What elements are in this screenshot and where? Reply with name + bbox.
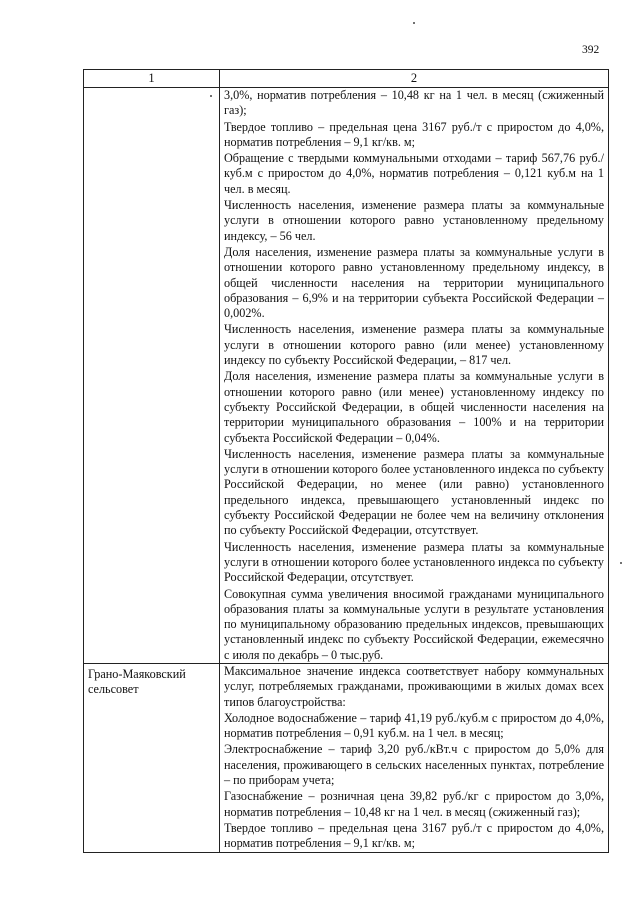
table-row bbox=[84, 88, 609, 664]
document-table bbox=[83, 69, 609, 853]
paragraph: Газоснабжение – розничная цена 39,82 руб./кг с приростом до 3,0%, норматив потребления – 10,48 кг на 1 чел. в месяц (сжиженный газ); bbox=[224, 789, 604, 819]
scan-speck bbox=[620, 562, 622, 564]
page-number: 392 bbox=[582, 44, 600, 56]
paragraph: Твердое топливо – предельная цена 3167 руб./т с приростом до 4,0%, норматив потребления – 9,1 кг/кв. м; bbox=[224, 820, 604, 851]
paragraph: Совокупная сумма увеличения вносимой гражданами муниципального образования платы за коммунальные услуги в результате установления по муниципальному образованию предельных индексов, превышающих установленный индекс по субъекту Российской Федерации, ежемесячно с июля по декабрь – 0 тыс.руб. bbox=[224, 586, 604, 662]
paragraph: Численность населения, изменение размера платы за коммунальные услуги в отношении которого равно (или менее) установленному индексу по субъекту Российской Федерации, – 817 чел. bbox=[224, 322, 604, 368]
column-header-2: 2 bbox=[220, 70, 609, 88]
description-cell bbox=[220, 663, 609, 852]
scan-speck bbox=[413, 22, 415, 24]
paragraph: Электроснабжение – тариф 3,20 руб./кВт.ч с приростом до 5,0% для населения, проживающего в сельских населенных пунктах, потребление – по приборам учета; bbox=[224, 742, 604, 788]
paragraph: Обращение с твердыми коммунальными отходами – тариф 567,76 руб./куб.м с приростом до 4,0%, норматив потребления – 0,121 куб.м на 1 чел. в месяц. bbox=[224, 151, 604, 196]
municipality-name: Грано-Маяковский сельсовет bbox=[84, 663, 220, 852]
paragraph: Доля населения, изменение размера платы за коммунальные услуги в отношении которого равно (или менее) установленному индексу по субъекту Российской Федерации, в общей численности населения на территории муниципального образования – 100% и на территории субъекта Российской Федерации – 0,04%. bbox=[224, 369, 604, 445]
scan-speck bbox=[210, 95, 212, 97]
paragraph: Численность населения, изменение размера платы за коммунальные услуги в отношении которого более установленного индекса по субъекту Российской Федерации, отсутствует. bbox=[224, 539, 604, 585]
paragraph: Численность населения, изменение размера платы за коммунальные услуги в отношении которого равно установленному предельному индексу, – 56 чел. bbox=[224, 198, 604, 243]
paragraph: Численность населения, изменение размера платы за коммунальные услуги в отношении которого более установленного индекса по субъекту Российской Федерации, но менее (или равно) установленного предельного индекса, превышающего установленный индекс по субъекту Российской Федерации не более чем на величину отклонения по субъекту Российской Федерации, отсутствует. bbox=[224, 446, 604, 538]
paragraph: Твердое топливо – предельная цена 3167 руб./т с приростом до 4,0%, норматив потребления – 9,1 кг/кв. м; bbox=[224, 119, 604, 149]
paragraph: Доля населения, изменение размера платы за коммунальные услуги в отношении которого равно установленному предельному индексу, в общей численности населения на территории муниципального образования – 6,9% и на территории субъекта Российской Федерации – 0,002%. bbox=[224, 244, 604, 321]
paragraph: Холодное водоснабжение – тариф 41,19 руб./куб.м с приростом до 4,0%, норматив потребления – 0,91 куб.м. на 1 чел. в месяц; bbox=[224, 710, 604, 741]
description-cell bbox=[220, 88, 609, 664]
table-header-row bbox=[84, 70, 609, 88]
municipality-name bbox=[84, 88, 220, 664]
table-row bbox=[84, 663, 609, 852]
column-header-1: 1 bbox=[84, 70, 220, 88]
paragraph: Максимальное значение индекса соответствует набору коммунальных услуг, потребляемых гражданами, проживающими в жилых домах всех типов благоустройства: bbox=[224, 663, 604, 709]
paragraph: 3,0%, норматив потребления – 10,48 кг на 1 чел. в месяц (сжиженный газ); bbox=[224, 88, 604, 118]
